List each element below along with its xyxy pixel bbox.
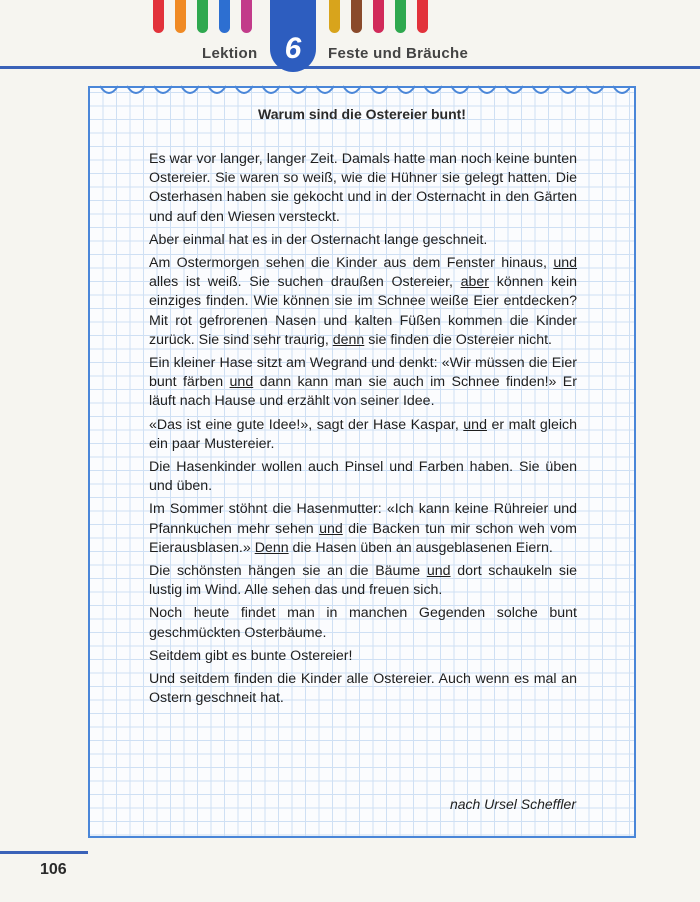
spiral-loop: [532, 86, 550, 93]
footer-rule: [0, 851, 88, 854]
story-paragraph: Es war vor langer, langer Zeit. Damals hatte man noch keine bunten Ostereier. Sie waren so weiß, wie die Hühner sie gelegt hatten. Die Osterhasen haben sie gekocht und in der Osternacht in den Gärten und auf den Wiesen versteckt.: [149, 151, 577, 225]
color-tab: [175, 0, 186, 33]
color-tab: [373, 0, 384, 33]
color-tab: [241, 0, 252, 33]
notebook-card: [88, 86, 636, 838]
spiral-loop: [235, 86, 253, 93]
page-number: 106: [40, 861, 67, 878]
story-paragraph: Aber einmal hat es in der Osternacht lange geschneit.: [149, 231, 488, 248]
story-paragraph: «Das ist eine gute Idee!», sagt der Hase Kaspar, und er malt gleich ein paar Mustereier.: [149, 416, 577, 452]
color-tab: [329, 0, 340, 33]
spiral-loop: [181, 86, 199, 93]
color-tab: [197, 0, 208, 33]
underlined-conjunction: und: [553, 255, 577, 272]
topic-title: Feste und Bräuche: [328, 45, 469, 62]
spiral-binding: [96, 84, 630, 100]
color-tab: [395, 0, 406, 33]
spiral-loop: [154, 86, 172, 93]
underlined-conjunction: und: [319, 520, 343, 537]
spiral-loop: [451, 86, 469, 93]
spiral-loop: [316, 86, 334, 93]
underlined-conjunction: denn: [332, 331, 365, 348]
story-text: [149, 150, 577, 712]
underlined-conjunction: aber: [460, 274, 490, 291]
story-paragraph: Ein kleiner Hase sitzt am Wegrand und denkt: «Wir müssen die Eier bunt färben und dann kann man sie auch im Schnee finden!» Er läuft nach Hause und erzählt von seiner Idee.: [149, 355, 577, 410]
author-credit: nach Ursel Scheffler: [449, 796, 576, 812]
spiral-loop: [343, 86, 361, 93]
underlined-conjunction: und: [229, 374, 254, 391]
color-tab: [219, 0, 230, 33]
spiral-loop: [613, 86, 630, 93]
spiral-loop: [505, 86, 523, 93]
color-tab: [351, 0, 362, 33]
lesson-number-badge: 6: [270, 0, 316, 72]
story-paragraph: Die Hasenkinder wollen auch Pinsel und Farben haben. Sie üben und üben.: [149, 459, 577, 495]
spiral-loop: [100, 86, 118, 93]
underlined-conjunction: und: [426, 563, 451, 580]
story-paragraph: Die schönsten hängen sie an die Bäume und dort schaukeln sie lustig im Wind. Alle sehen das und freuen sich.: [149, 563, 578, 599]
story-paragraph: Im Sommer stöhnt die Hasenmutter: «Ich kann keine Rühreier und Pfannkuchen mehr sehen und die Backen tun mir schon weh vom Eierausblasen.» Denn die Hasen üben an ausgeblasenen Eiern.: [149, 501, 578, 556]
header-rule: [0, 66, 700, 69]
story-paragraph: Seitdem gibt es bunte Ostereier!: [149, 647, 353, 664]
spiral-loop: [478, 86, 496, 93]
spiral-loop: [127, 86, 145, 93]
spiral-loop: [559, 86, 577, 93]
color-tabs: [0, 0, 700, 40]
spiral-loop: [289, 86, 307, 93]
color-tab: [417, 0, 428, 33]
underlined-conjunction: Denn: [254, 539, 289, 556]
spiral-loop: [370, 86, 388, 93]
story-paragraph: Am Ostermorgen sehen die Kinder aus dem Fenster hinaus, und alles ist weiß. Sie suchen draußen Ostereier, aber können kein einziges finden. Wie können sie im Schnee weiße Eier entdecken? Mit rot gefrorenen Nasen und kalten Füßen kommen die Kinder zurück. Sie sind sehr traurig, denn sie finden die Ostereier nicht.: [149, 255, 577, 348]
story-title: Warum sind die Ostereier bunt!: [258, 106, 466, 122]
spiral-loop: [397, 86, 415, 93]
spiral-loop: [208, 86, 226, 93]
spiral-loop: [262, 86, 280, 93]
lektion-label: Lektion: [202, 45, 258, 62]
spiral-loop: [586, 86, 604, 93]
story-paragraph: Und seitdem finden die Kinder alle Ostereier. Auch wenn es mal an Ostern geschneit hat.: [149, 671, 577, 707]
spiral-loop: [424, 86, 442, 93]
color-tab: [153, 0, 164, 33]
underlined-conjunction: und: [463, 416, 487, 433]
story-paragraph: Noch heute findet man in manchen Gegenden solche bunt geschmückten Osterbäume.: [149, 605, 577, 641]
